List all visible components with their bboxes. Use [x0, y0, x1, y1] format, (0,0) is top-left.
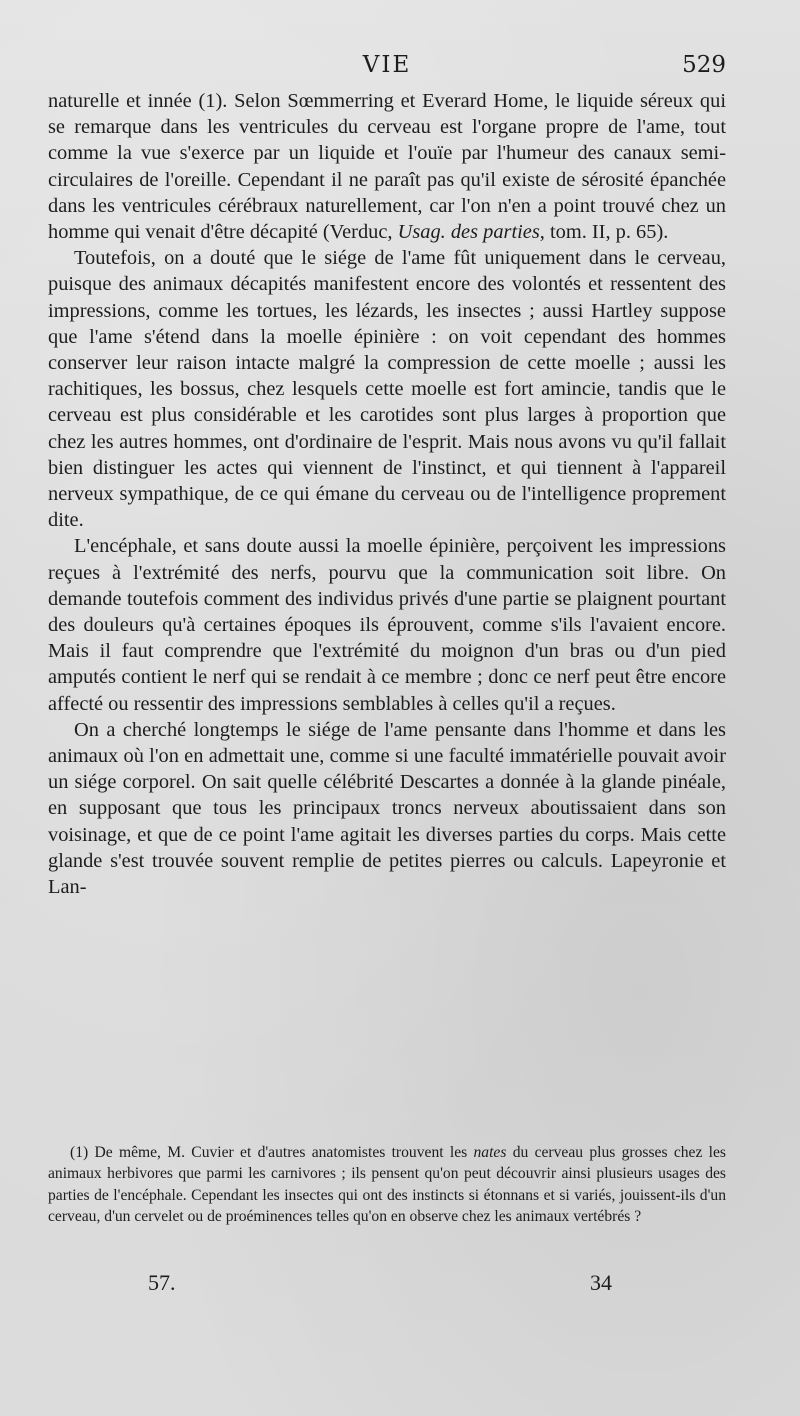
paragraph-1-text-b: , tom. II, p. 65).	[539, 221, 669, 244]
paragraph-1	[48, 88, 726, 245]
signature-marks	[48, 1270, 726, 1300]
footnote-italic-term: nates	[473, 1144, 507, 1161]
paragraph-1-citation: Usag. des parties	[397, 221, 540, 244]
page-number: 529	[682, 52, 726, 78]
page-header	[48, 52, 726, 84]
signature-mark-right: 34	[590, 1270, 612, 1295]
signature-mark-left: 57.	[148, 1270, 176, 1295]
footnote	[48, 1142, 726, 1227]
paragraph-1-text-a: naturelle et innée (1). Selon Sœmmerring et Everard Home, le liquide séreux qui se remarque dans les ventricules du cerveau est l'organe propre de l'ame, tout comme la vue s'exerce par un liquide et l'ouïe par l'humeur des canaux semi-circulaires de l'oreille. Cependant il ne paraît pas qu'il existe de sérosité épanchée dans les ventricules cérébraux naturellement, car l'on n'en a point trouvé chez un homme qui venait d'être décapité (Verduc,	[48, 90, 726, 244]
footnote-paragraph	[48, 1142, 726, 1227]
paragraph-2: Toutefois, on a douté que le siége de l'ame fût uniquement dans le cerveau, puisque des animaux décapités manifestent encore des volontés et ressentent des impressions, comme les tortues, les lézards, les insectes ; aussi Hartley suppose que l'ame s'étend dans la moelle épinière : on voit cependant des hommes conserver leur raison intacte malgré la compression de cette moelle ; aussi les rachitiques, les bossus, chez lesquels cette moelle est fort amincie, tandis que le cerveau est plus considérable et les carotides sont plus larges à proportion que chez les autres hommes, ont d'ordinaire de l'esprit. Mais nous avons vu qu'il fallait bien distinguer les actes qui viennent de l'instinct, et qui tiennent à l'appareil nerveux sympathique, de ce qui émane du cerveau ou de l'intelligence proprement dite.	[48, 247, 726, 532]
footnote-text-a: (1) De même, M. Cuvier et d'autres anatomistes trouvent les	[70, 1144, 474, 1161]
footnote-text-b: du cerveau plus grosses chez les animaux herbivores que parmi les carnivores ; ils pensent qu'on peut découvrir ainsi plusieurs usages des parties de l'encéphale. Cependant les insectes qui ont des instincts si étonnans et si variés, jouissent-ils d'un cerveau, d'un cervelet ou de proéminences telles qu'on en observe chez les animaux vertébrés ?	[48, 1144, 727, 1225]
main-text	[48, 88, 726, 900]
running-head: VIE	[362, 52, 412, 78]
paragraph-4: On a cherché longtemps le siége de l'ame pensante dans l'homme et dans les animaux où l'on en admettait une, comme si une faculté immatérielle pouvait avoir un siége corporel. On sait quelle célébrité Descartes a donnée à la glande pinéale, en supposant que tous les principaux troncs nerveux aboutissaient dans son voisinage, et que de ce point l'ame agitait les diverses parties du corps. Mais cette glande s'est trouvée souvent remplie de petites pierres ou calculs. Lapeyronie et Lan-	[48, 718, 726, 899]
paragraph-3: L'encéphale, et sans doute aussi la moelle épinière, perçoivent les impressions reçues à l'extrémité des nerfs, pourvu que la communication soit libre. On demande toutefois comment des individus privés d'une partie se plaignent pourtant des douleurs qu'à certaines époques ils éprouvent, comme s'ils l'avaient encore. Mais il faut comprendre que l'extrémité du moignon d'un bras ou d'un pied amputés contient le nerf qui se rendait à ce membre ; donc ce nerf peut être encore affecté ou ressentir des impressions semblables à celles qu'il a reçues.	[48, 535, 726, 715]
